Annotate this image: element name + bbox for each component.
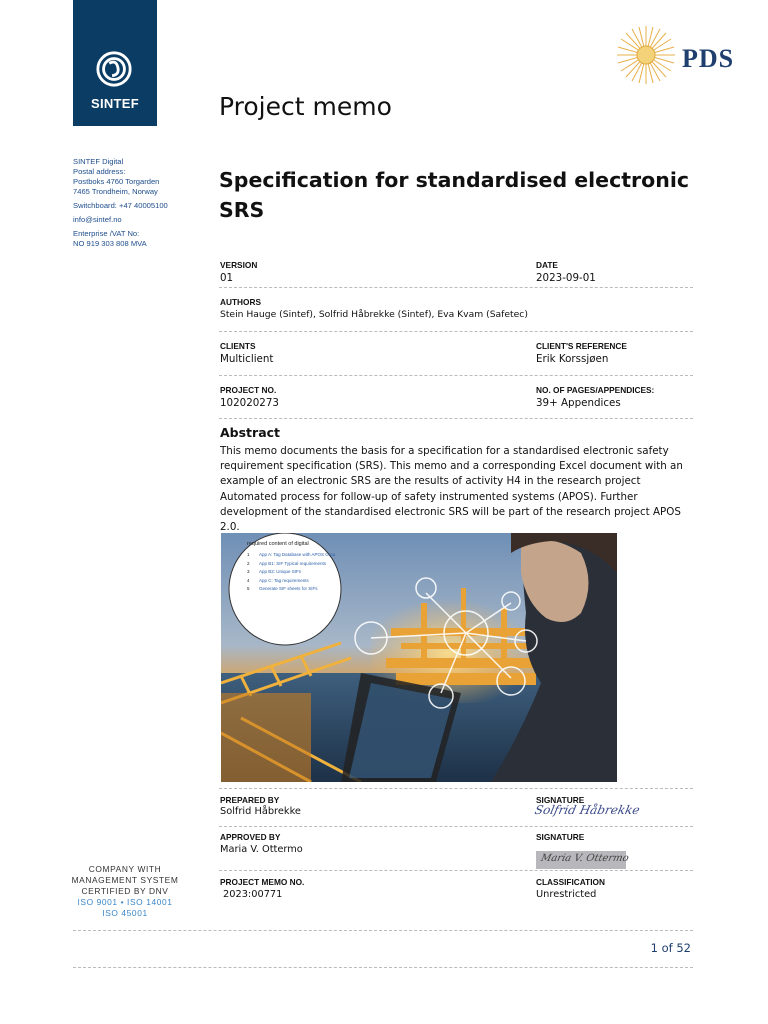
inset-row: 3 App B2: Unique SIFs [247,569,302,574]
cert-line-3: CERTIFIED BY DNV [81,886,169,896]
email-link[interactable]: info@sintef.no [73,215,122,224]
divider [73,967,693,968]
inset-row: 5 Generate SIF sheets for SIFs [247,586,318,591]
signature-2-box [536,851,630,869]
version-label: VERSION [220,260,258,270]
postal-line-2: 7465 Trondheim, Norway [73,187,158,196]
abstract-heading: Abstract [220,425,281,440]
date-value: 2023-09-01 [536,272,596,284]
prepared-by-label: PREPARED BY [220,795,280,805]
document-title: Specification for standardised electronic SRS [219,168,690,222]
memo-title: Project memo [219,92,392,121]
inset-row: 1 App A: Tag Database with APOS Grou [247,552,336,557]
prepared-by-value: Solfrid Håbrekke [220,806,301,817]
switchboard: Switchboard: +47 40005100 [73,201,168,210]
memo-no-label: PROJECT MEMO NO. [220,877,305,887]
divider [219,418,693,419]
inset-title: required content of digital [247,541,309,547]
clients-label: CLIENTS [220,341,256,351]
sintef-logo-text: SINTEF [90,96,140,111]
project-no-value: 102020273 [220,397,279,409]
signature-label-2: SIGNATURE [536,832,585,842]
date-label: DATE [536,260,558,270]
project-no-label: PROJECT NO. [220,385,277,395]
vat-label: Enterprise /VAT No: [73,229,140,238]
sintef-logo [73,0,157,126]
inset-row: 2 App B1: SIF Typical requirements [247,560,326,566]
signature-label: SIGNATURE [536,795,585,805]
signature-1: Solfrid Håbrekke [533,803,642,817]
authors-label: AUTHORS [220,297,262,307]
divider [219,331,693,332]
classification-value: Unrestricted [536,889,597,900]
cover-image [221,533,617,782]
client-reference-value: Erik Korssjøen [536,353,609,365]
divider [219,287,693,288]
sunburst-icon [614,24,678,86]
postal-line-1: Postboks 4760 Torgarden [73,177,160,186]
divider [219,826,693,827]
inset-list [247,551,347,594]
org-name: SINTEF Digital [73,157,124,166]
contact-block [73,157,213,249]
approved-by-label: APPROVED BY [220,832,281,842]
version-value: 01 [220,272,234,284]
cert-line-4: ISO 9001 • ISO 14001 [77,897,173,907]
pages-label: NO. OF PAGES/APPENDICES: [536,385,655,395]
inset-row: 4 App C: Tag requirements [247,577,309,583]
certification-block [60,864,190,919]
cert-line-5: ISO 45001 [102,908,148,918]
approved-by-value: Maria V. Ottermo [220,844,303,855]
client-reference-label: CLIENT'S REFERENCE [536,341,627,351]
pages-value: 39+ Appendices [536,397,621,409]
divider [219,870,693,871]
memo-no-value: 2023:00771 [223,889,283,900]
divider [219,375,693,376]
cert-line-2: MANAGEMENT SYSTEM [71,875,179,885]
cert-line-1: COMPANY WITH [88,864,162,874]
signature-2: Maria V. Ottermo [539,853,630,864]
abstract-text: This memo documents the basis for a specification for a standardised electronic safety requirement specification (SRS). This memo and a corresponding Excel document with an example of an electronic SRS are the results of activity H4 in the research project Automated process for follow-up of safety instrumented systems (APOS). Further development of the standardised electronic SRS will be part of the research project APOS 2.0. [220,445,683,534]
classification-label: CLASSIFICATION [536,877,605,887]
divider [73,930,693,931]
postal-label: Postal address: [73,167,126,176]
page-number: 1 of 52 [650,941,691,955]
sintef-emblem-icon [95,50,133,88]
divider [219,788,693,789]
authors-value: Stein Hauge (Sintef), Solfrid Håbrekke (Sintef), Eva Kvam (Safetec) [220,309,528,320]
clients-value: Multiclient [220,353,274,365]
pds-logo-text: PDS [682,44,735,73]
vat-value: NO 919 303 808 MVA [73,239,147,248]
pds-logo [614,24,749,86]
